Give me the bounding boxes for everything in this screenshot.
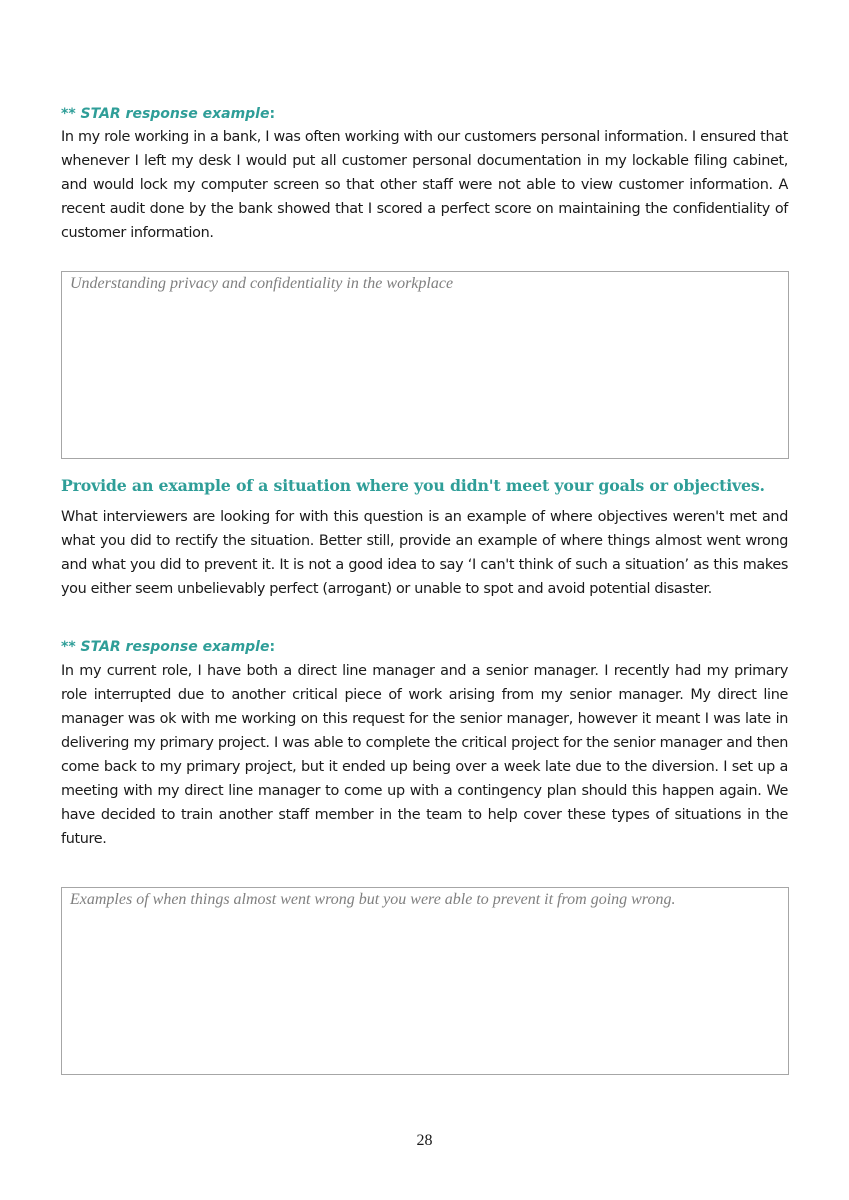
notes-box-privacy[interactable]	[61, 271, 789, 459]
star-response-paragraph: In my current role, I have both a direct line manager and a senior manager. I recently had my primary role interrupted due to another critical piece of work arising from my senior manager. My direct line manager was ok with me working on this request for the senior manager, however it meant I was late in delivering my primary project. I was able to complete the critical project for the senior manager and then come back to my primary project, but it ended up being over a week late due to the diversion. I set up a meeting with my direct line manager to come up with a contingency plan should this happen again. We have decided to train another staff member in the team to help cover these types of situations in the future.	[61, 663, 788, 847]
star-label-colon: :	[269, 639, 276, 655]
section-heading: Provide an example of a situation where you didn't meet your goals or objectives.	[61, 476, 765, 495]
star-label-colon: :	[269, 106, 276, 122]
star-response-label	[61, 637, 275, 657]
star-response-paragraph: In my role working in a bank, I was often working with our customers personal information. I ensured that whenever I left my desk I would put all customer personal documentation in my lockable filing cabinet, and would lock my computer screen so that other staff were not able to view customer information. A recent audit done by the bank showed that I scored a perfect score on maintaining the confidentiality of customer information.	[61, 129, 788, 241]
star-response-label	[61, 104, 275, 124]
notes-box-placeholder: Examples of when things almost went wrong but you were able to prevent it from going wrong.	[70, 891, 676, 908]
notes-box-goals[interactable]	[61, 887, 789, 1075]
star-label-text: ** STAR response example	[61, 106, 270, 122]
notes-box-placeholder: Understanding privacy and confidentiality in the workplace	[70, 275, 454, 292]
star-label-text: ** STAR response example	[61, 639, 270, 655]
section-intro-paragraph: What interviewers are looking for with this question is an example of where objectives weren't met and what you did to rectify the situation. Better still, provide an example of where things almost went wrong and what you did to prevent it. It is not a good idea to say ‘I can't think of such a situation’ as this makes you either seem unbelievably perfect (arrogant) or unable to spot and avoid potential disaster.	[61, 509, 788, 597]
page-number: 28	[416, 1132, 433, 1149]
